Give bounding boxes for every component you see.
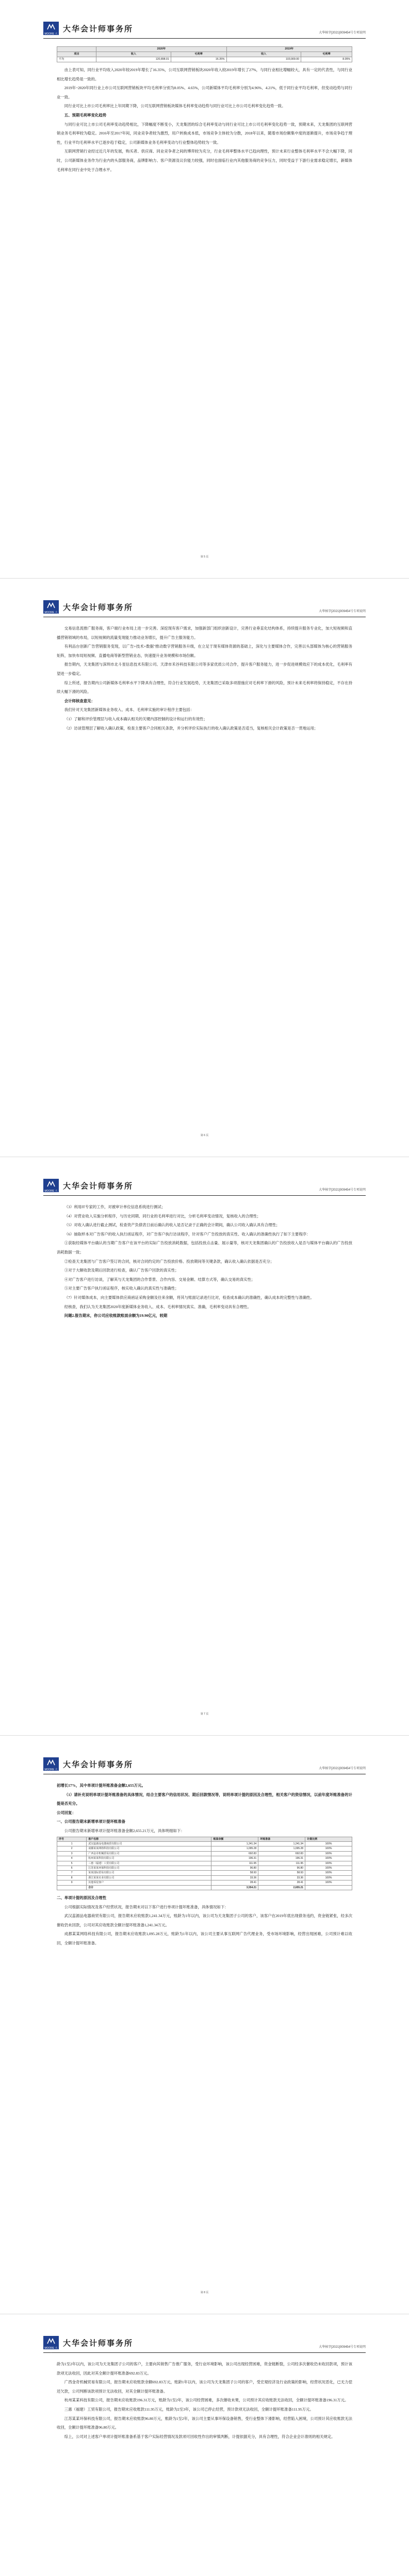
table-cell: 58.93: [211, 1871, 258, 1875]
table-row: [57, 1871, 352, 1875]
table-cell: 6: [57, 1866, 87, 1871]
table-cell: 692.83: [258, 1851, 305, 1856]
moore-logo-mark-icon: [47, 2338, 55, 2344]
firm-name: 大华会计师事务所: [63, 1760, 134, 1769]
table-cell: 100%: [305, 1856, 352, 1861]
paragraph: （6）抽取样本对广告客户的收入执行函证程序，对广告客户执行访谈程序，针对客户广告投放的真实性、收入确认的准确性执行了如下主要程序：: [64, 1231, 310, 1236]
provision-table: [57, 1837, 352, 1890]
table-cell: 111.95: [211, 1861, 258, 1866]
firm-name: 大华会计师事务所: [63, 1181, 134, 1191]
table-header-cell: 计提比例: [305, 1837, 352, 1841]
paragraph: 综上，公司对上述客户单项计提坏账准备系基于客户实际经营情况及款项可回收性作出的审慎判断，计提依据充分，具有合理性，符合企业会计准则的相关规定。: [64, 2434, 335, 2439]
moore-logo: [43, 600, 59, 618]
table-cell: 100%: [305, 1846, 352, 1851]
paragraph: 我们针对天龙集团新媒体业务收入、成本、毛利率实施的审计程序主要包括：: [64, 707, 194, 713]
paragraph: 有利品台创新广告营销服务变现，以广告+技术+数据"推动数字营销服务升级，在立足于现有媒体资源的基础上，深化与主要媒体合作，完善以头部媒体为核心的营销服务矩阵，加快布局短视频、直播电商等新型营销业态，快速提升业务规模和市场份额。: [57, 644, 352, 658]
page-header: [43, 21, 366, 39]
moore-logo: [43, 22, 59, 39]
paragraph: 与同行业可比上市公司毛利率变动趋势相比，下降幅度不断变小，天龙集团的综合毛利率变动与同行业可比上市公司毛利率变化趋势一致，预期未来，天龙集团的互联网营销业务毛利率较为稳定。2016年至2017年间，同业竞争者较为激烈，用户转换成本低，市场竞争主体较为分散，2018年以来，随着市场份额集中度的逐渐提升，市场竞争趋于理性，行业平均毛利率水平已逐步趋于稳定，公司新媒体业务毛利率变动与行业整体趋势较为一致。: [57, 122, 352, 145]
table-cell: 100%: [305, 1880, 352, 1885]
table-cell: 33.36: [258, 1875, 305, 1880]
table-cell: 100%: [305, 1871, 352, 1875]
firm-name: 大华会计师事务所: [63, 24, 134, 33]
table-header-cell: 2019年: [226, 47, 352, 52]
table-cell: 1,241.34: [211, 1841, 258, 1846]
table-cell: 其他零星客户: [87, 1880, 211, 1885]
table-row: [57, 1851, 352, 1856]
table-row: [57, 1856, 352, 1861]
document-page: [0, 1157, 409, 1735]
page-header: [43, 1178, 366, 1196]
revenue-table: [57, 46, 352, 62]
table-cell: 16.35%: [171, 57, 226, 62]
table-cell: 1,241.34: [258, 1841, 305, 1846]
document-page: [0, 1736, 409, 2314]
logo-text: MOORE 大华: [44, 611, 58, 618]
table-cell: 5: [57, 1861, 87, 1866]
document-title: 大华核字[2021]009454号专项说明: [319, 31, 366, 35]
document-title: 大华核字[2021]009454号专项说明: [319, 1189, 366, 1192]
paragraph: 武汉蕊源品电器商贸有限公司，报告期末应收账款1,241.34万元，账龄为1年以内，该公司为天龙集团子公司的客户，该客户在2019年底出现债务违约，资金链紧张，经多次催收仍未回款，公司对其应收账款全额计提坏账准备1,241.34万元。: [57, 1913, 352, 1927]
paragraph: ①获取经媒体平台确认的当期广告客户在该平台的实际广告投放消耗数据，包括投放点击量、展示量等，核对天龙集团确认的广告投放收入是否与媒体平台确认的广告投放消耗数据一致；: [57, 1241, 352, 1255]
table-header-cell: [57, 47, 96, 52]
moore-logo-mark-icon: [47, 602, 55, 608]
document-page: [0, 0, 409, 578]
page-header: [43, 2335, 366, 2353]
section-heading: 二、单项计提的原因及合理性: [57, 1895, 107, 1901]
table-cell: [57, 1885, 87, 1890]
paragraph: （5）对收入确认进行截止测试，检查资产负债表日前后确认的收入是否记录于正确的会计期间，确认公司收入确认具有合理性；: [64, 1223, 280, 1228]
table-row: [57, 1875, 352, 1880]
table-cell: 武汉蕊源品电器商贸有限公司: [87, 1841, 211, 1846]
table-cell: 江苏某某环保科技有限公司: [87, 1866, 211, 1871]
table-cell: 692.83: [211, 1851, 258, 1856]
logo-text: MOORE 大华: [44, 1190, 58, 1196]
document-page: [0, 579, 409, 1157]
moore-logo-mark-icon: [47, 1181, 55, 1187]
paragraph: 江苏某某环保科技有限公司，报告期末应收账款96.80万元，账龄为1至2年，该公司主要从事环保设备销售，受行业整体下滑影响，经营陷入困境，公司预计其应收账款无法收回，全额计提坏账准备96.80万元。: [57, 2416, 352, 2430]
firm-name: 大华会计师事务所: [63, 2338, 134, 2348]
logo-text: MOORE 大华: [44, 1768, 58, 1775]
table-header-cell: 序号: [57, 1837, 87, 1841]
table-cell: 100%: [305, 1875, 352, 1880]
section-heading: 会计师核查意见：: [64, 698, 95, 703]
paragraph: 广西金奇机械贸易有限公司，报告期末应收账款余额692.83万元，账龄1年以内，该公司为天龙集团子公司的客户，受宏观经济及行业政策的影响，经营状况恶化，已无力偿还欠款，公司判断该款项预计无法收回，对其全额计提坏账准备。: [57, 2380, 352, 2394]
page-content: [57, 45, 352, 174]
table-cell: 广西金奇机械贸易有限公司: [87, 1851, 211, 1856]
page-content: [57, 1202, 352, 1320]
table-cell: 3,554.21: [211, 1885, 258, 1890]
paragraph: 公司报告期末新增单项计提坏账准备金额2,655.21万元，具体明细如下：: [64, 1828, 185, 1833]
table-cell: 4: [57, 1856, 87, 1861]
table-header-cell: 收入: [96, 52, 171, 57]
table-cell: 1: [57, 1841, 87, 1846]
moore-logo: [43, 1179, 59, 1196]
table-cell: 成都某某网络科技有限公司: [87, 1846, 211, 1851]
table-row: [57, 1841, 352, 1846]
table-total-row: [57, 1885, 352, 1890]
page-content: [57, 624, 352, 733]
page-number: 第 7 页: [200, 1713, 209, 1716]
paragraph: 同行业可比上市公司毛利率比上年同期下降，公司互联网营销板块媒体毛利率变动趋势与同行业可比上市公司毛利率变化趋势一致。: [64, 104, 286, 109]
table-cell: 8: [57, 1875, 87, 1880]
table-header-cell: 2020年: [96, 47, 226, 52]
table-cell: 合计: [87, 1885, 211, 1890]
table-cell: 120,898.01: [96, 57, 171, 62]
paragraph: ③对于大额收款及期后回款进行检查，确认广告客户回款的真实性；: [64, 1268, 179, 1273]
paragraph: （7）针对媒体成本，向主要媒体供应商函证采购金额及往来余额，将其与账面记录进行比对，检查成本确认的准确性，确认成本的完整性与准确性。: [64, 1295, 314, 1300]
table-cell: 103,909.00: [226, 57, 301, 62]
question-heading: 问题2.报告期末，你公司应收账款账面余额为19.90亿元，较期: [64, 1313, 168, 1318]
table-cell: 9: [57, 1880, 87, 1885]
table-cell: 杭州某某科技有限公司: [87, 1856, 211, 1861]
table-cell: 某某国际贸易有限公司: [87, 1871, 211, 1875]
table-header-cell: 毛利率: [171, 52, 226, 57]
paragraph: 由上表可知，同行业平均收入2020年较2019年增长了16.35%，公司互联网营销板块2020年收入较2019年增长了27%，与同行业相比增幅较大，具有一定的代表性，与同行业相比增长趋势是一致的。: [57, 67, 352, 81]
paragraph: ④对广告客户进行访谈，了解其与天龙集团的合作背景、合作内容、交易金额、结算方式等，确认交易的真实性；: [64, 1277, 255, 1282]
page-header: [43, 599, 366, 617]
table-row: [57, 1880, 352, 1885]
paragraph: 三惠（福建）工贸有限公司，报告期末应收账款111.95万元，账龄为2至3年，该公司已停止经营，预计款项无法收回，全额计提坏账准备111.95万元。: [64, 2406, 314, 2412]
table-cell: 33.36: [211, 1875, 258, 1880]
table-cell: 111.95: [258, 1861, 305, 1866]
paragraph: 互联网营销行业经过近几年的发展，购买者、供应商、同业竞争者之间的博弈较为充分，行业毛利率整体水平已趋向理性，预计未来行业整体毛利率水平不会大幅下降，同时，公司新媒体业务作为行业内的头部服务商，品牌影响力、客户资源及议价能力较强，同时也面临行业内其他服务商的竞争压力，同时受益于下游行业需求稳定增长，新媒体毛利率在同行业中处于合理水平。: [57, 149, 352, 172]
paragraph: 龄为1至2年以内，该公司为天龙集团子公司的客户，主要向其销售广告推广服务，受行业环境影响，该公司出现经营困难，资金链断裂，公司经多次催收仍未收回款项，预计该款项无法收回，因此对其全额计提坏账准备692.83万元。: [57, 2362, 352, 2376]
page-number: 第 8 页: [200, 2291, 209, 2294]
moore-logo: [43, 1757, 59, 1775]
table-cell: 3: [57, 1851, 87, 1856]
document-page: [0, 2314, 409, 2576]
table-cell: 100%: [305, 1851, 352, 1856]
document-title: 大华核字[2021]009454号专项说明: [319, 610, 366, 613]
document-title: 大华核字[2021]009454号专项说明: [319, 2346, 366, 2349]
table-cell: 1,095.28: [211, 1846, 258, 1851]
table-header-cell: 客户名称: [87, 1837, 211, 1841]
paragraph: 经核查，我们认为天龙集团2020年度新媒体业务收入、成本、毛利率情况真实、准确，毛利率变动具有合理性。: [64, 1304, 251, 1309]
paragraph: 交易信息流推广服务商，客户端行业布局上进一步完善。深挖现有客户需求，加强新部门组织创新设计，完善行业垂直化结构体系，持续提升服务专业化，加大短视频和直播营销领域的布局，以短视频的流量变现能力推动业务增长，提升广告主服务能力。: [57, 626, 352, 640]
paragraph: （3）利用IT专家的工作，对被审计单位信息系统进行测试；: [64, 1205, 166, 1209]
paragraph: ②检查天龙集团与广告客户签订的合同，核对合同约定的广告投放价格、投放期间等关键条款，确认收入确认依据是否充分；: [64, 1259, 274, 1264]
table-header-cell: 坏账准备: [258, 1837, 305, 1841]
paragraph: ⑤对主要广告客户执行函证程序，核实收入确认的真实性与准确性；: [64, 1286, 179, 1291]
paragraph: 成都某某网络科技有限公司，报告期末应收账款1,095.28万元，账龄为1年以内，该公司主要从事互联网广告代理业务，受市场环境影响，经营出现困难，公司预计难以收回，全额计提坏账准备。: [57, 1931, 352, 1945]
table-cell: 8.05%: [301, 57, 352, 62]
paragraph: 2019年~2020年同行业上市公司互联网营销板块平均毛利率分别为8.05%、4.65%，公司新媒体平均毛利率分别为4.96%、4.21%，低于同行业平均毛利率，但变动趋势与同行业一致。: [57, 86, 352, 99]
page-content: [57, 1781, 352, 1948]
question-heading: （1）请补充说明单项计提坏账准备的具体情况，结合主要客户的信用状况、期后回款情况等，说明单项计提的原因及合理性，相关客户的资信情况，以前年度坏账准备的计提是否充分。: [57, 1792, 352, 1806]
table-cell: 96.80: [258, 1866, 305, 1871]
table-cell: 100%: [305, 1841, 352, 1846]
section-heading: 五、预期毛利率变化趋势: [64, 112, 107, 117]
table-cell: 7: [57, 1871, 87, 1875]
table-row: [57, 57, 352, 62]
page-number: 第 5 页: [200, 555, 209, 558]
paragraph: 公司根据实际情况及客户经营状况，报告期末对以下客户进行单项计提坏账准备，具体情况如下：: [64, 1904, 228, 1909]
table-cell: 平均: [57, 57, 96, 62]
moore-logo-mark-icon: [47, 1759, 55, 1766]
paragraph: 综上所述，报告期内公司新媒体毛利率水平下降具有合理性，符合行业发展趋势，天龙集团已采取多项措施应对毛利率下滑的风险，预计未来毛利率将保持稳定，不存在持续大幅下滑的风险。: [57, 680, 352, 694]
moore-logo-mark-icon: [47, 24, 55, 30]
paragraph: （4）对营业收入实施分析程序，与历史同期、同行业的毛利率进行对比，分析毛利率变动情况，复核收入的合理性；: [64, 1213, 261, 1218]
table-cell: 196.31: [211, 1856, 258, 1861]
table-row: [57, 1866, 352, 1871]
table-header-cell: 毛利率: [301, 52, 352, 57]
table-header-cell: 项目: [57, 52, 96, 57]
page-header: [43, 1756, 366, 1774]
table-header-cell: 收入: [226, 52, 301, 57]
section-heading: 一、公司报告期末新增单项计提坏账准备: [57, 1819, 126, 1824]
table-cell: 100%: [305, 1861, 352, 1866]
paragraph: 报告期内，天龙集团与深圳市北斗星信息技术有限公司、天津市禾谷科技有限公司等多家优质公司合作，提升客户服务能力，进一步促进规模效应下的成本优化，毛利率有望进一步稳定。: [57, 662, 352, 676]
table-cell: 196.31: [258, 1856, 305, 1861]
table-cell: 2,655.21: [258, 1885, 305, 1890]
paragraph: 杭州某某科技有限公司，报告期末应收账款196.31万元，账龄为1至2年，该公司经营困难，多次催收未果，公司预计其应收账款无法收回，全额计提坏账准备196.31万元。: [64, 2398, 349, 2403]
table-row: [57, 1861, 352, 1866]
paragraph: （1）了解和评价管理层与收入成本确认相关的关键内部控制的设计和运行的有效性；: [64, 716, 207, 721]
table-cell: 28.41: [258, 1880, 305, 1885]
table-cell: 2: [57, 1846, 87, 1851]
document-title: 大华核字[2021]009454号专项说明: [319, 1767, 366, 1770]
table-header-cell: 账面余额: [211, 1837, 258, 1841]
page-number: 第 6 页: [200, 1134, 209, 1137]
table-cell: 96.80: [211, 1866, 258, 1871]
table-cell: [305, 1885, 352, 1890]
table-cell: 58.93: [258, 1871, 305, 1875]
reply-label: 公司回复：: [57, 1810, 76, 1815]
moore-logo: [43, 2336, 59, 2353]
table-cell: 浙江某某实业有限公司: [87, 1875, 211, 1880]
table-cell: 三惠（福建）工贸有限公司: [87, 1861, 211, 1866]
table-cell: 1,095.28: [258, 1846, 305, 1851]
table-row: [57, 1846, 352, 1851]
logo-text: MOORE 大华: [44, 2347, 58, 2353]
table-cell: 100%: [305, 1866, 352, 1871]
question-continuation: 初增长17%，其中单项计提坏账准备金额2,655万元。: [57, 1783, 145, 1788]
table-cell: 28.41: [211, 1880, 258, 1885]
firm-name: 大华会计师事务所: [63, 603, 134, 612]
paragraph: （2）访谈管理层了解收入确认政策，检查主要客户合同相关条款，并分析评价实际执行的收入确认政策是否适当，复核相关会计政策是否一贯地运用；: [64, 725, 318, 731]
logo-text: MOORE 大华: [44, 32, 58, 39]
page-content: [57, 2360, 352, 2441]
